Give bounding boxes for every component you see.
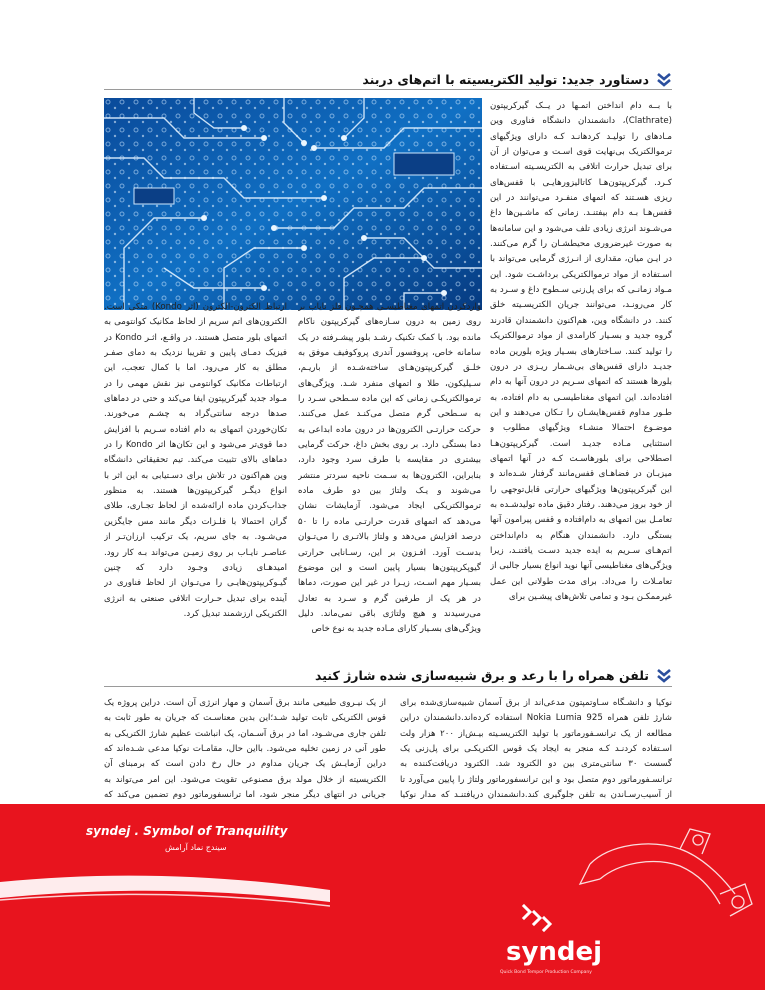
footer-advertisement — [0, 804, 765, 990]
article2-title: تلفن همراه را با رعد و برق شبیه‌سازی شده شارژ کنید — [315, 667, 649, 683]
article2-column-left — [104, 696, 386, 804]
circuit-board-image — [104, 98, 482, 310]
article1-text-right: با بــه دام انداختن اتمـها در یــک گیرکریپتون (Clathrate)، دانشمندان دانشگاه فناوری وین مـادهای را تولیـد کردهانـد کـه دارای ویژگیهای ترموالکتریک بی‌نهایت قوی اسـت و می‌توان از آن برای تبدیل حرارت اتلافی به الکتریسـیته اسـتفاده کـرد. گیرکریپتون‌هـا کاتالیزورهایـی با قفس‌های ریزی هسـتند که اتمهای منفـرد می‌توانند در این قفس‌هـا بـه دام بیفتنـد. زمانی که ماشـین‌ها داغ می‌شـوند انرژی زیادی تلف می‌شود و این سامانه‌ها به صورت غیرضروری محیطشـان را گرم می‌کنند. در ایـن میان، مقداری از انـرژی گرمایی می‌تواند با اسـتفاده از مواد ترموالکتریکی برداشـت شود. این مـواد زمانـی که برای پل‌زنی سـطوح داغ و سـرد به کار می‌رونـد، می‌توانند جریان الکتریسـیته خلق کنند. در دانشگاه وین، هم‌اکنون دانشمندان قادرند گروه جدید و بسـیار کارامدی از مواد ترموالکتریک را تولید کنند. سـاختارهای بسـیار ویژه بلورین ماده جدیـد دارای قفس‌های بی‌شـمار ریـزی در درون بلورها هستند که اتمهای سـریم در درون آنها به دام افتاده‌اند. این اتمهای مغناطیسـی به دام افتاده، به طـور مداوم قفس‌هایشـان را تـکان می‌دهند و این موضـوع احتمالا منشـاء ویژگیهای مطلوب و استثنایی مـاده جدیـد است. گیرکریپتون‌هـا اصطلاحی برای بلورهاسـت کـه در آنها اتمهای میزبـان در فضاهـای قفس‌مانند گرفتار شـده‌اند و این گیرکریپتون‌ها ویژگیهای حرارتی قابل‌توجهی را از خود بروز می‌دهند. رفتار دقیق ماده تولیدشـده به تعامـل بین اتمهای به دام‌افتاده و قفس پیرامون آنها بستگی دارد. دانشمندان هنگام به دام‌انداختن اتم‌هـای سـریم به ایده جدید دسـت یافتنـد، زیرا ویژگی‌های مغناطیسی آنها نوید انواع بسیار جالبی از تعامـلات را می‌داد. برای مدت طولانی این عمل غیرممکـن بـود و تمامی تلاش‌های پیشـین برای — [490, 101, 672, 602]
article1-column-right — [490, 99, 672, 662]
article2-divider — [104, 686, 672, 687]
brand-subtitle: Quick Bond Tempor Production Company — [500, 970, 592, 975]
slogan-ribbon — [0, 872, 330, 918]
article1-column-middle — [298, 300, 481, 662]
article2-text-left: از یک نیـروی طبیعی مانند برق آسمان و مهار انرژی آن است. دراین پروژه یک قوس الکتریکی ثابت تولید شـد؛این بدین معناسـت که جریان به طور ثابت به تلفن جاری می‌شـود، اما در برق آسـمان، یک انباشت عظیم شارژ الکتریکی به طور آنی در زمین تخلیه می‌شود. بااین حال، مقامـات نوکیا مدعی شـده‌اند که دراین آزمایـش یک جریان مداوم در حال رخ دادن است که برمبنای آن الکتریسیته از خلال مولد برق مصنوعی تقویت می‌شود. این امر می‌تواند به جریانی در انتهای دیگر منجر شود، اما ترانسفورماتور دوم تضمین می‌کند که — [104, 698, 386, 801]
chevron-down-icon — [655, 70, 673, 88]
article2-text-right: نوکیا و دانشـگاه سـاوتمپتون مدعی‌اند از برق آسمان شبیه‌سازی‌شده برای شارژ تلفن همراه Nokia Lumia 925 استفاده کرده‌اند.دانشمندان دراین مطالعه از یک ترانسـفورماتور با تولید الکتریسـیته بیـش‌از ۲۰۰ هزار ولت اسـتفاده کردنـد کـه منجر به ایجاد یک قوس الکتریکـی برای پل‌زنی یک گسست ۳۰ سانتی‌متری بین دو الکترود شد. الکترود دریافت‌کننده به ترانسـفورماتور دوم متصل بود و این ترانسفورماتور ولتاژ را پایین می‌آورد تا از آسیب‌رسـاندن به تلفن جلوگیری کند.دانشمندان دریافتنـد که مدار نوکیا — [400, 698, 672, 801]
article1-text-middle: واردکردن اتمهای مغناطیسـی همچـون فلز نایاب بر روی زمین به درون سـازه‌های گیرکریپتون ناکام مانده بود. با کمک تکنیک رشـد بلور پیشـرفته در یک سامانه خاص، پروفسور آندری پروکوفیف موفق به خلـق گیرکریپتون‌هـای ساخته‌شـده از باریـم، سـیلیکون، طلا و اتمهای منفرد شـد. ویژگی‌های ترموالکتریکـی زمانی که این ماده سـطحی سـرد را به سـطحی گرم متصل می‌کنـد عمل می‌کنند. حرکت حرارتـی الکترون‌ها در درون ماده ابداعی به دما بستگی دارد. بر روی بخش داغ، حرکت گرمایی بیشتری در مقایسه با طرف سرد وجود دارد، بنابراین، الکترون‌ها به سـمت ناحیه سرد‌تر منتشر می‌شوند و یـک ولتاژ بین دو طرف ماده ترموالکتریکی ایجاد می‌شود. آزمایشات نشان می‌دهد که اتمهای قدرت حرارتـی ماده را تا ۵۰ درصد افزایش می‌دهد و ولتاژ بالاتـری را می‌تـوان بدسـت آورد. افـزون بر این، رسـانایی حرارتی گیوپکریپتون‌ها بسیار پایین است و این موضوع بسـیار مهم اسـت، زیـرا در غیر این صورت، دماها در هر یک از طرفین گرم و سـرد به تعادل می‌رسیدند و هیچ ولتاژی باقی نمی‌ماند. دلیل ویژگی‌های بسـیار کارای مـاده جدید به نوع خاص — [298, 302, 481, 635]
article2-column-right — [400, 696, 672, 804]
article1-title: دستاورد جدید: تولید الکتریسیته با اتم‌های دربند — [362, 71, 649, 87]
article2-header — [315, 666, 673, 684]
syndej-logo-mark — [520, 902, 560, 938]
chevron-down-icon — [655, 666, 673, 684]
article1-text-left: ارتباط الکترون-الکترون (اثر Kondo) متکی است. الکترون‌های اتم سریم از لحاظ مکانیک کوانتومی به اتمهای بلور متصل هستند. در واقـع، اثـر Kondo در فیزیک دمـای پایین و تقریبا نزدیک به دمای صفـر مطلق به کار می‌رود. اما با کمال تعجب، این ارتباطات مکانیک کوانتومی نیز نقش مهمی را در مـواد جدید گیرکریپتون ایفا می‌کند و حتی در دماهای صدها درجه سانتی‌گراد به چشـم می‌خورند. تکان‌خوردن اتمهای به دام افتاده سـریم با افزایش دما قوی‌تر می‌شود و این تکان‌ها اثر Kondo را در دماهای بالای تثبیت می‌کند. تیم تحقیقاتی دانشگاه وین هم‌اکنون در تلاش برای دسـتیابی به این اثر با انواع دیگـر گیرکریپتون‌ها هستند. به منظور جذاب‌کردن ماده ارائه‌شده از لحاظ تجـاری، طلای گران احتمالا با فلـزات دیگر مانند مس جایگزین می‌شـود. به جای سریم، یک ترکیب ارزان‌تـر از عناصـر نایـاب بر روی زمیـن می‌تواند بـه کار رود. امیدهـای زیادی وجـود دارد که چنین گیـوکریپتون‌هایـی را می‌تـوان از لحاظ فناوری در آینده برای تبدیل حـرارت اتلافی صنعتی به انرژی الکتریکی ارزشمند تبدیل کرد. — [104, 302, 287, 619]
slogan-english: syndej . Symbol of Tranquility — [86, 824, 288, 838]
slogan-persian: سیندج نماد آرامش — [165, 843, 227, 852]
faucet-sketch-image — [570, 824, 760, 924]
article1-divider — [104, 89, 672, 90]
brand-name: syndej — [506, 937, 603, 967]
article1-column-left — [104, 300, 287, 662]
article1-header — [362, 70, 673, 88]
